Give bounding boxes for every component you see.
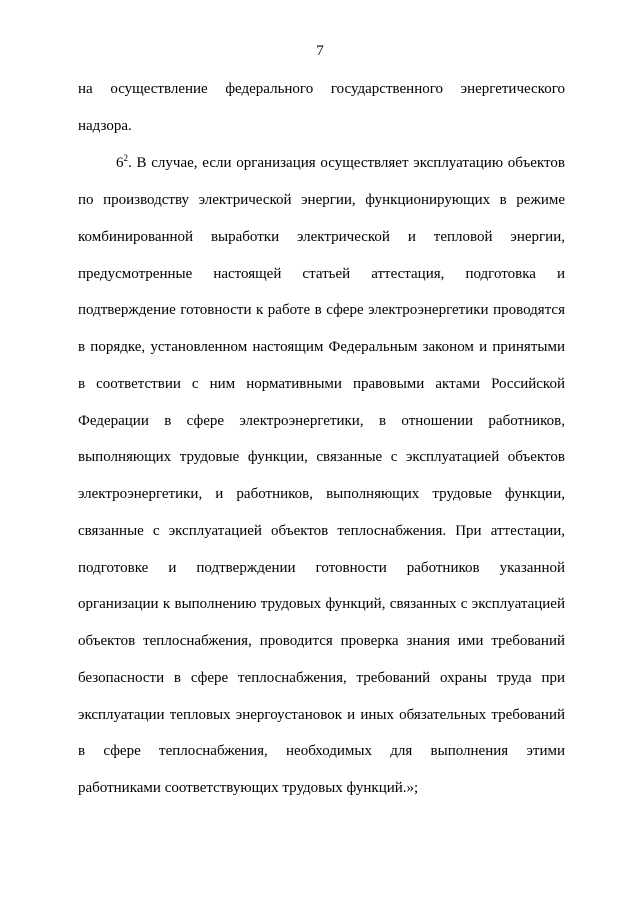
text-line: организации к выполнению трудовых функций, связанных с эксплуатацией <box>78 596 565 612</box>
text-line: в сфере теплоснабжения, необходимых для выполнения этими <box>78 743 565 759</box>
text-line: эксплуатации тепловых энергоустановок и иных обязательных требований <box>78 707 565 723</box>
page-number: 7 <box>316 43 324 59</box>
text-line: по производству электрической энергии, функционирующих в режиме <box>78 192 565 208</box>
text-line: подтверждение готовности к работе в сфере электроэнергетики проводятся <box>78 302 565 318</box>
text-line: электроэнергетики, и работников, выполняющих трудовые функции, <box>78 486 565 502</box>
text-line: объектов теплоснабжения, проводится проверка знания ими требований <box>78 633 565 649</box>
text-line: работниками соответствующих трудовых функций.»; <box>78 780 419 796</box>
text-line: предусмотренные настоящей статьей аттестация, подготовка и <box>78 266 565 282</box>
text-line: Федерации в сфере электроэнергетики, в отношении работников, <box>78 413 565 429</box>
text-line: выполняющих трудовые функции, связанные с эксплуатацией объектов <box>78 449 565 465</box>
text-line: в порядке, установленном настоящим Федеральным законом и принятыми <box>78 339 565 355</box>
text-line: в соответствии с ним нормативными правовыми актами Российской <box>78 376 565 392</box>
paragraph-first-line-text: В случае, если организация осуществляет эксплуатацию объектов <box>136 155 565 171</box>
paragraph-first-line <box>116 153 565 173</box>
text-line: надзора. <box>78 118 132 134</box>
text-line: подготовке и подтверждении готовности работников указанной <box>78 560 565 576</box>
item-number: $6^2$. <box>116 153 132 171</box>
text-line: на осуществление федерального государственного энергетического <box>78 81 565 97</box>
text-line: комбинированной выработки электрической и тепловой энергии, <box>78 229 565 245</box>
text-line: связанные с эксплуатацией объектов теплоснабжения. При аттестации, <box>78 523 565 539</box>
text-line: безопасности в сфере теплоснабжения, требований охраны труда при <box>78 670 565 686</box>
